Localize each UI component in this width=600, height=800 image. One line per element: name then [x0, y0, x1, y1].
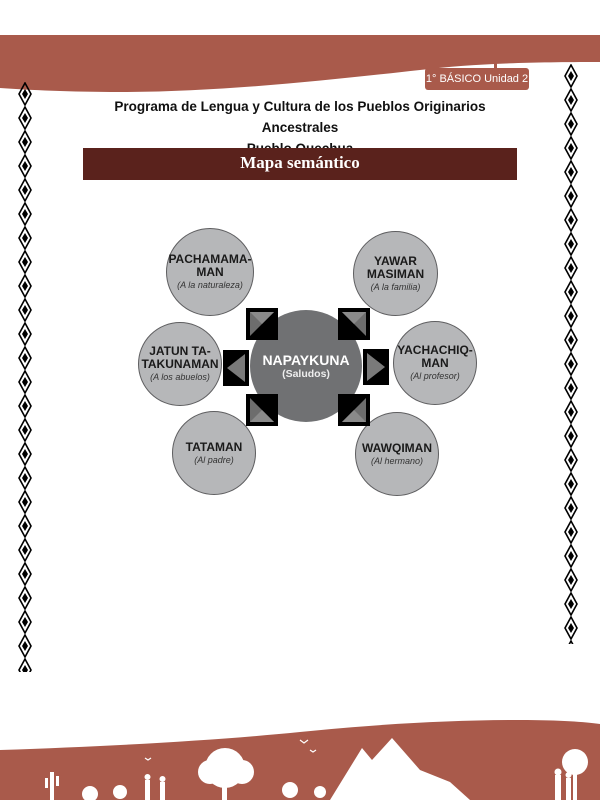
node-tataman: [172, 411, 256, 495]
node-gloss: (Al hermano): [370, 455, 424, 466]
arrow-top-left-icon: [246, 308, 278, 340]
node-term: PACHAMAMA-: [168, 252, 252, 266]
node-jatun-tatakunaman: [138, 322, 222, 406]
node-pachamamaman: [166, 228, 254, 316]
node-term: MAN: [421, 356, 449, 370]
section-title-bar: Mapa semántico: [83, 148, 517, 180]
node-term: WAWQIMAN: [362, 440, 432, 455]
node-term: JATUN TA-: [149, 344, 211, 358]
center-gloss: (Saludos): [282, 367, 330, 380]
node-term: YAWAR: [374, 253, 417, 268]
node-gloss: (Al profesor): [410, 371, 460, 381]
arrow-bottom-left-icon: [246, 394, 278, 426]
arrow-bottom-right-icon: [338, 394, 370, 426]
node-yachachiqman: [393, 321, 477, 405]
node-term: YACHACHIQ-: [397, 343, 473, 357]
program-title: Programa de Lengua y Cultura de los Pueblos Originarios Ancestrales: [114, 99, 486, 135]
node-gloss: (Al padre): [194, 454, 234, 465]
node-term: MASIMAN: [366, 266, 425, 281]
footer-landscape-band: [0, 720, 600, 800]
arrow-top-right-icon: [338, 308, 370, 340]
node-gloss: (A la familia): [370, 281, 421, 292]
node-gloss: (A la naturaleza): [177, 280, 243, 290]
node-term: TATAMAN: [185, 439, 243, 454]
unit-badge: 1° BÁSICO Unidad 2: [425, 68, 529, 90]
arrow-right-icon: [363, 349, 389, 385]
node-term: MAN: [196, 265, 224, 279]
node-gloss: (A los abuelos): [150, 372, 210, 382]
arrow-left-icon: [223, 350, 249, 386]
center-term: NAPAYKUNA: [262, 351, 350, 368]
node-yawar-masiman: [353, 231, 438, 316]
node-term: TAKUNAMAN: [141, 357, 219, 371]
